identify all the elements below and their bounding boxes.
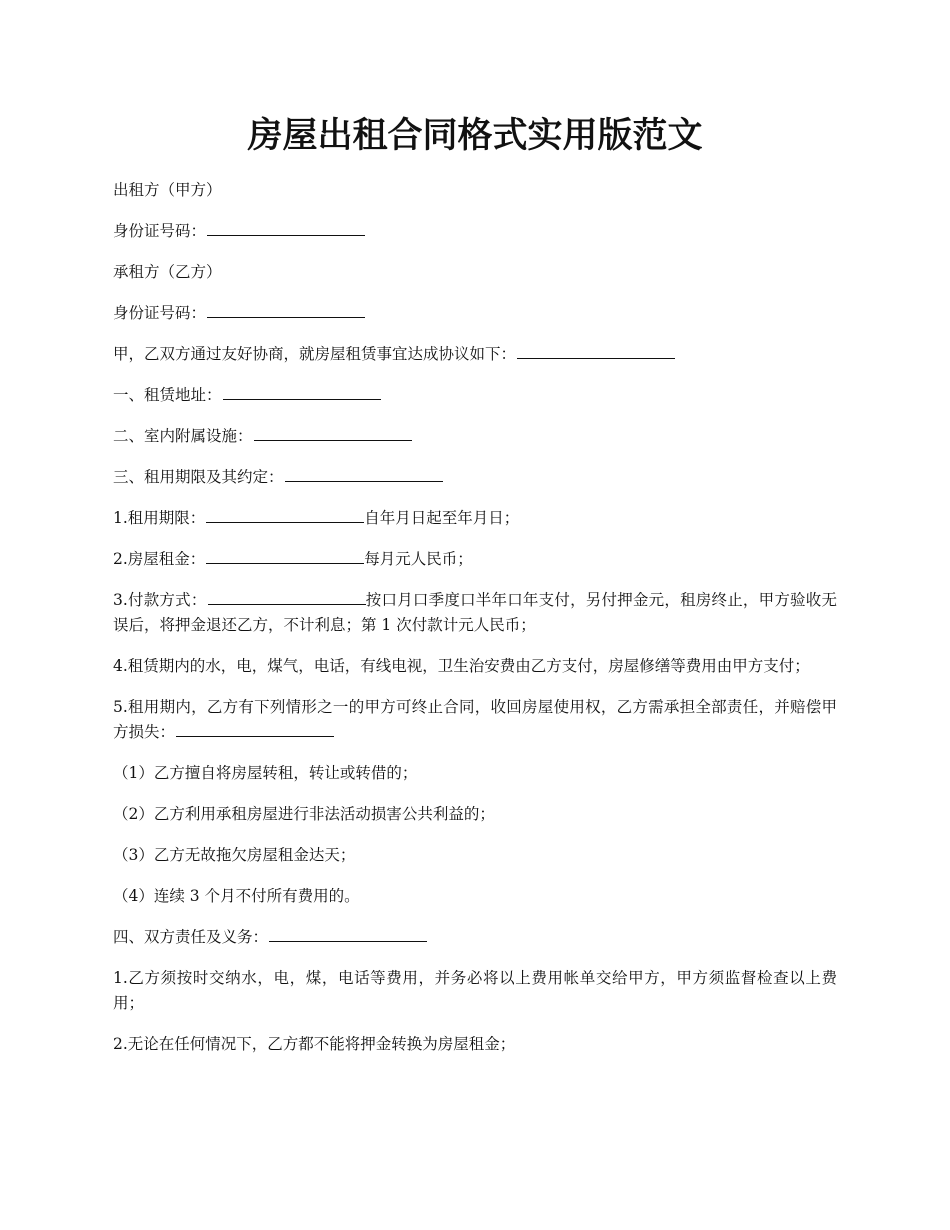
paragraph-text: 二、室内附属设施： [113, 427, 253, 445]
fill-in-blank-line [207, 219, 365, 236]
paragraph-text: 2.房屋租金： [113, 550, 206, 568]
paragraph-text: 3.付款方式： [113, 591, 207, 609]
paragraph-text: 1.租用期限： [113, 509, 206, 527]
paragraph-text: 出租方（甲方） [113, 181, 222, 199]
paragraph-text: （1）乙方擅自将房屋转租，转让或转借的； [113, 764, 418, 782]
paragraph-text-after-blank: 自年月日起至年月日； [364, 509, 520, 527]
paragraph-text: 2.无论在任何情况下，乙方都不能将押金转换为房屋租金； [113, 1035, 516, 1053]
paragraph-text: 1.乙方须按时交纳水，电，煤，电话等费用，并务必将以上费用帐单交给甲方，甲方须监督检查以上费用； [113, 969, 837, 1012]
paragraph [113, 654, 837, 679]
paragraph-text: （4）连续 3 个月不付所有费用的。 [113, 887, 360, 905]
paragraph [113, 424, 837, 449]
document-body [113, 178, 837, 1073]
paragraph-text: 身份证号码： [113, 304, 207, 322]
fill-in-blank-line [285, 465, 443, 482]
paragraph [113, 219, 837, 244]
fill-in-blank-line [269, 925, 427, 942]
paragraph [113, 465, 837, 490]
paragraph [113, 178, 837, 203]
paragraph [113, 301, 837, 326]
paragraph [113, 260, 837, 285]
fill-in-blank-line [208, 588, 366, 605]
paragraph [113, 925, 837, 950]
paragraph [113, 383, 837, 408]
paragraph [113, 506, 837, 531]
paragraph [113, 547, 837, 572]
paragraph-text: 一、租赁地址： [113, 386, 222, 404]
paragraph-text: 5.租用期内，乙方有下列情形之一的甲方可终止合同，收回房屋使用权，乙方需承担全部责任，并赔偿甲方损失： [113, 698, 837, 741]
paragraph [113, 884, 837, 909]
fill-in-blank-line [206, 506, 364, 523]
paragraph-text: （3）乙方无故拖欠房屋租金达天； [113, 846, 356, 864]
paragraph [113, 843, 837, 868]
paragraph [113, 761, 837, 786]
document-title: 房屋出租合同格式实用版范文 [247, 115, 703, 156]
paragraph-text-after-blank: 按口月口季度口半年口年支付，另付押金元，租房终止，甲方验收无误后，将押金退还乙方，不计利息；第 1 次付款计元人民币； [113, 591, 837, 634]
paragraph-text: 甲，乙双方通过友好协商，就房屋租赁事宜达成协议如下： [113, 345, 517, 363]
fill-in-blank-line [206, 547, 364, 564]
paragraph-text: 四、双方责任及义务： [113, 928, 269, 946]
fill-in-blank-line [176, 720, 334, 737]
paragraph [113, 342, 837, 367]
paragraph-text: 三、租用期限及其约定： [113, 468, 284, 486]
fill-in-blank-line [254, 424, 412, 441]
fill-in-blank-line [207, 301, 365, 318]
paragraph-text: 承租方（乙方） [113, 263, 222, 281]
paragraph [113, 1032, 837, 1057]
paragraph-text: 身份证号码： [113, 222, 207, 240]
paragraph-text: （2）乙方利用承租房屋进行非法活动损害公共利益的； [113, 805, 495, 823]
fill-in-blank-line [223, 383, 381, 400]
paragraph-text: 4.租赁期内的水，电，煤气，电话，有线电视，卫生治安费由乙方支付，房屋修缮等费用由甲方支付； [113, 657, 810, 675]
paragraph [113, 966, 837, 1016]
paragraph [113, 695, 837, 745]
paragraph-text-after-blank: 每月元人民币； [364, 550, 473, 568]
paragraph [113, 588, 837, 638]
fill-in-blank-line [517, 342, 675, 359]
paragraph [113, 802, 837, 827]
